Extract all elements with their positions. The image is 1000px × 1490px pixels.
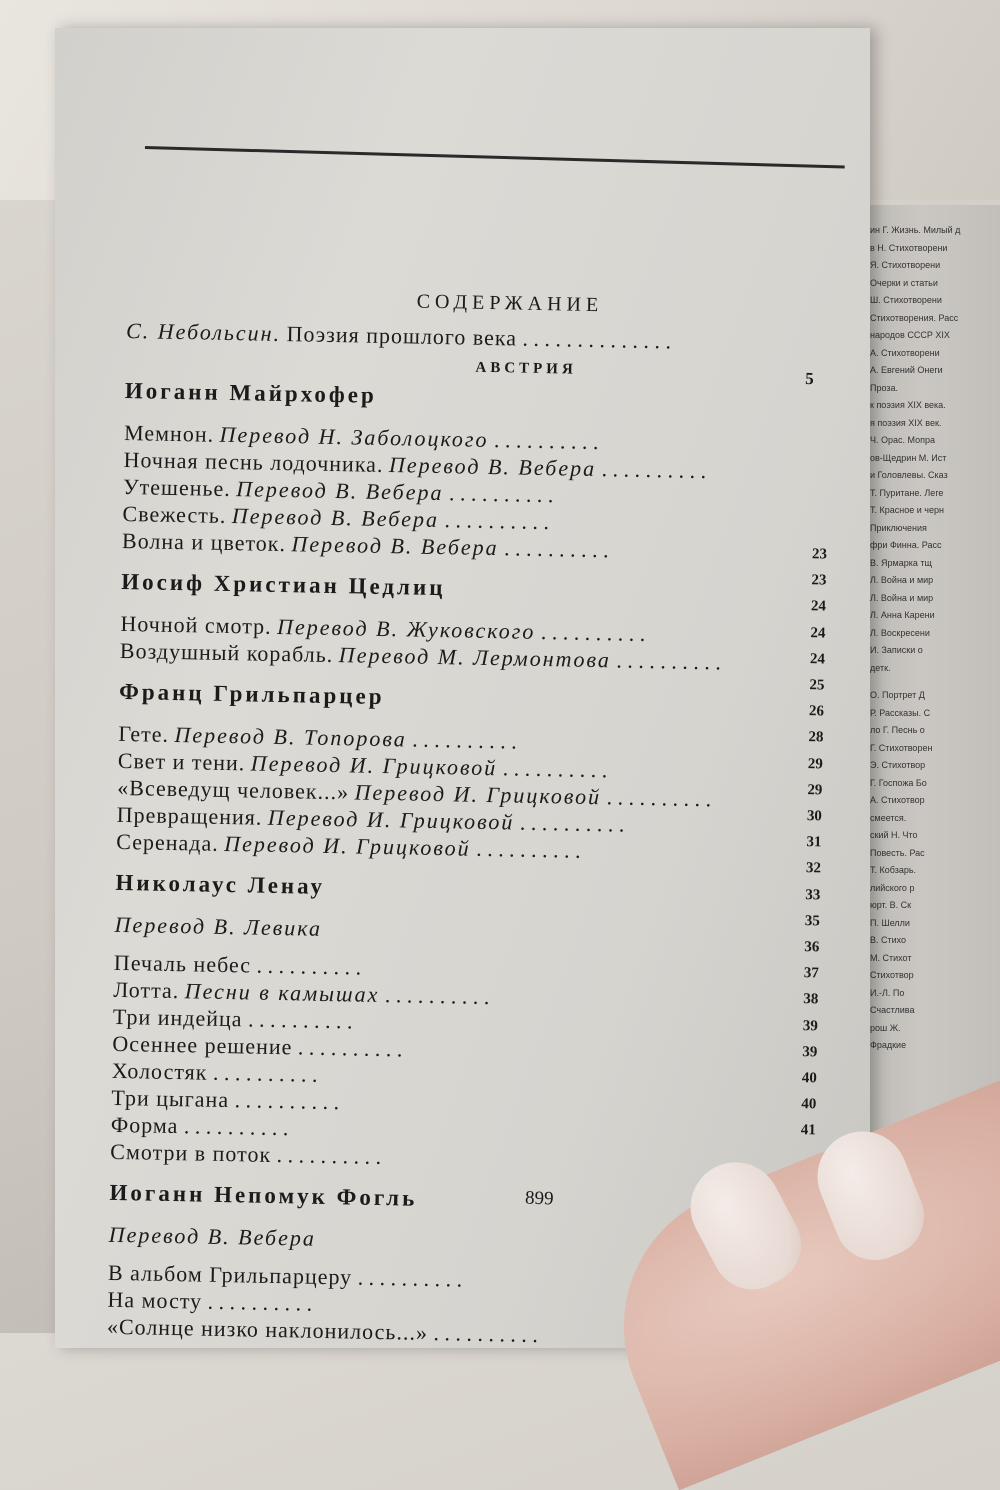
entry-title: Три индейца [113, 1004, 243, 1031]
dot-leader: . . . . . . . . . . [184, 1113, 289, 1140]
adjacent-page-line: П. Шелли [870, 918, 910, 928]
dot-leader: . . . . . . . . . . [298, 1034, 403, 1061]
entry-translation: Перевод В. Жуковского [277, 614, 536, 644]
toc-page-number: 29 [808, 756, 823, 773]
table-of-contents [127, 283, 847, 297]
adjacent-page-line: лийского р [870, 883, 914, 893]
adjacent-page-line: Проза. [870, 383, 898, 393]
toc-page-number: 25 [809, 677, 824, 694]
entry-title: Волна и цветок. [122, 528, 286, 556]
entry-title: Холостяк [112, 1058, 208, 1085]
entry-title: В альбом Грильпарцеру [108, 1260, 353, 1290]
toc-page-number: 30 [807, 808, 822, 825]
dot-leader: . . . . . . . . . . [470, 836, 580, 863]
adjacent-page-line: ин Г. Жизнь. Милый д [870, 225, 960, 235]
adjacent-page-line: Фрадкие [870, 1040, 906, 1050]
entry-title: Ночная песнь лодочника. [123, 447, 383, 477]
entry-title: Серенада. [116, 829, 219, 856]
adjacent-page-line: О. Портрет Д [870, 690, 925, 700]
adjacent-page-line: смеется. [870, 813, 906, 823]
adjacent-page-line: фри Финна. Расс [870, 540, 941, 550]
dot-leader: . . . . . . . . . . . . . . [522, 326, 671, 354]
entry-title: Превращения. [117, 802, 263, 830]
toc-page-number: 41 [801, 1122, 816, 1139]
entry-translation: Перевод И. Грицковой [224, 831, 471, 861]
adjacent-page-line: Очерки и статьи [870, 278, 938, 288]
adjacent-page-line: детк. [870, 663, 891, 673]
dot-leader: . . . . . . . . . . [248, 1006, 353, 1033]
toc-page-number: 39 [802, 1044, 817, 1061]
dot-leader: . . . . . . . . . . [407, 726, 517, 753]
entry-title: Осеннее решение [112, 1031, 292, 1059]
dot-leader: . . . . . . . . . . [357, 1265, 462, 1292]
toc-page-number: 23 [811, 572, 826, 589]
adjacent-page-line: Я. Стихотворени [870, 260, 940, 270]
toc-page-number: 23 [812, 546, 827, 563]
toc-page-number: 39 [803, 1018, 818, 1035]
adjacent-page-line: к поэзия XIX века. [870, 400, 946, 410]
toc-heading: СОДЕРЖАНИЕ [416, 289, 603, 319]
adjacent-page-line: рош Ж. [870, 1023, 901, 1033]
adjacent-page-line: юрт. В. Ск [870, 900, 911, 910]
intro-page: 5 [805, 366, 814, 392]
toc-page-number: 32 [806, 861, 821, 878]
entry-title: «Всеведущ человек...» [117, 775, 349, 804]
toc-entry [113, 1004, 353, 1035]
toc-page-number: 38 [803, 992, 818, 1009]
toc-author: Иоганн Майрхофер [125, 378, 377, 409]
toc-entry [111, 1112, 289, 1141]
adjacent-page-line: Ч. Орас. Мопра [870, 435, 935, 445]
dot-leader: . . . . . . . . . . [443, 480, 553, 507]
adjacent-page-line: В. Ярмарка тщ [870, 558, 932, 568]
entry-title: Гете. [118, 721, 169, 747]
entry-title: Три цыгана [111, 1085, 229, 1112]
adjacent-page-line: Г. Госпожа Бо [870, 778, 927, 788]
entry-title: Форма [111, 1112, 179, 1138]
adjacent-page-line: и Головлевы. Сказ [870, 470, 948, 480]
entry-translation: Перевод И. Грицковой [268, 805, 515, 835]
intro-title: Поэзия прошлого века [286, 321, 517, 350]
entry-translation: Перевод Н. Заболоцкого [219, 422, 488, 452]
folio-number: 899 [525, 1188, 554, 1211]
adjacent-page-line: я поэзия XIX век. [870, 418, 941, 428]
dot-leader: . . . . . . . . . . [207, 1289, 312, 1316]
toc-page-number: 35 [805, 913, 820, 930]
toc-page-number: 24 [810, 651, 825, 668]
dot-leader: . . . . . . . . . . [498, 535, 608, 562]
dot-leader: . . . . . . . . . . [497, 755, 607, 782]
dot-leader: . . . . . . . . . . [439, 507, 549, 534]
adjacent-page-line: Т. Пуритане. Леге [870, 488, 943, 498]
dot-leader: . . . . . . . . . . [213, 1060, 318, 1087]
toc-page-number: 37 [804, 965, 819, 982]
entry-translation: Перевод И. Грицковой [251, 750, 498, 780]
intro-author: С. Небольсин. [126, 318, 281, 346]
entry-translation: Перевод В. Вебера [232, 503, 440, 532]
dot-leader: . . . . . . . . . . [596, 456, 706, 483]
adjacent-page-line: ов-Щедрин М. Ист [870, 453, 946, 463]
entry-title: Смотри в поток [110, 1139, 271, 1167]
adjacent-page-line: Повесть. Рас [870, 848, 925, 858]
adjacent-page-line: ский Н. Что [870, 830, 918, 840]
entry-translation: Перевод М. Лермонтова [339, 642, 612, 672]
toc-entry [114, 950, 362, 981]
entry-translation: Перевод В. Вебера [291, 531, 499, 560]
dot-leader: . . . . . . . . . . [234, 1087, 339, 1114]
dot-leader: . . . . . . . . . . [379, 982, 489, 1009]
toc-page-number: 26 [809, 703, 824, 720]
toc-entry [107, 1314, 538, 1348]
toc-page-number: 40 [801, 1096, 816, 1113]
toc-entry [112, 1058, 318, 1088]
adjacent-page-line: Ш. Стихотворени [870, 295, 942, 305]
adjacent-page-line: И. Записки о [870, 645, 923, 655]
entry-title: Мемнон. [124, 420, 214, 447]
entry-translation: Песни в камышах [185, 978, 380, 1007]
book-page [55, 28, 870, 1348]
toc-page-number: 40 [802, 1070, 817, 1087]
adjacent-page-line: Л. Война и мир [870, 575, 933, 585]
entry-title: Печаль небес [114, 950, 252, 978]
adjacent-page-line: Стихотворения. Расс [870, 313, 958, 323]
adjacent-page-line: народов СССР XIX [870, 330, 950, 340]
dot-leader: . . . . . . . . . . [535, 619, 645, 646]
entry-title: На мосту [107, 1287, 202, 1314]
entry-translation: Перевод В. Топорова [174, 722, 407, 751]
country-heading: АВСТРИЯ [475, 355, 577, 383]
adjacent-page-line: А. Стихотвор [870, 795, 925, 805]
toc-entry [111, 1085, 339, 1115]
dot-leader: . . . . . . . . . . [256, 953, 361, 980]
toc-page-number: 31 [806, 834, 821, 851]
adjacent-page-line: в Н. Стихотворени [870, 243, 947, 253]
adjacent-page-line: Приключения [870, 523, 927, 533]
dot-leader: . . . . . . . . . . [514, 810, 624, 837]
dot-leader: . . . . . . . . . . [433, 1320, 538, 1347]
toc-author: Франц Грильпарцер [119, 679, 385, 710]
entry-title: Свежесть. [122, 501, 226, 528]
dot-leader: . . . . . . . . . . [601, 784, 711, 811]
adjacent-page-line: ло Г. Песнь о [870, 725, 925, 735]
entry-title: Лотта. [113, 977, 179, 1003]
adjacent-page-line: Л. Анна Карени [870, 610, 935, 620]
toc-entry [107, 1287, 312, 1317]
toc-page-number: 33 [805, 887, 820, 904]
entry-title: Свет и тени. [118, 748, 246, 775]
toc-translator: Перевод В. Вебера [108, 1222, 316, 1252]
toc-entry [112, 1031, 402, 1063]
entry-translation: Перевод В. Вебера [389, 452, 597, 481]
dot-leader: . . . . . . . . . . [611, 647, 721, 674]
toc-page-number: 36 [804, 939, 819, 956]
toc-translator: Перевод В. Левика [114, 912, 322, 942]
adjacent-page-line: А. Евгений Онеги [870, 365, 943, 375]
adjacent-page-line: В. Стихо [870, 935, 906, 945]
toc-page-number: 29 [807, 782, 822, 799]
toc-page-number: 28 [808, 730, 823, 747]
dot-leader: . . . . . . . . . . [276, 1142, 381, 1169]
entry-title: «Солнце низко наклонилось...» [107, 1314, 428, 1345]
entry-translation: Перевод И. Грицковой [354, 779, 601, 809]
adjacent-page-line: И.-Л. По [870, 988, 904, 998]
adjacent-page-line: Р. Рассказы. С [870, 708, 930, 718]
toc-author: Николаус Ленау [115, 870, 325, 900]
adjacent-page-line: Л. Воскресени [870, 628, 930, 638]
entry-title: Ночной смотр. [120, 611, 272, 639]
adjacent-page-line: Г. Стихотворен [870, 743, 932, 753]
header-rule [145, 146, 845, 169]
toc-page-number: 24 [810, 625, 825, 642]
adjacent-page-line: Т. Кобзарь. [870, 865, 916, 875]
intro-line [126, 318, 671, 354]
adjacent-page-line: Л. Война и мир [870, 593, 933, 603]
adjacent-page-line: Т. Красное и черн [870, 505, 944, 515]
toc-author: Иосиф Христиан Цедлиц [121, 569, 446, 601]
adjacent-page-line: Счастлива [870, 1005, 914, 1015]
entry-title: Утешенье. [123, 474, 231, 501]
entry-title: Воздушный корабль. [120, 638, 334, 667]
toc-entry [110, 1139, 381, 1170]
adjacent-page-line: Стихотвор [870, 970, 914, 980]
adjacent-page-line: М. Стихот [870, 953, 911, 963]
adjacent-page-line: Э. Стихотвор [870, 760, 925, 770]
entry-translation: Перевод В. Вебера [236, 476, 444, 505]
toc-page-number: 24 [811, 599, 826, 616]
dot-leader: . . . . . . . . . . [488, 427, 598, 454]
toc-author: Иоганн Непомук Фогль [109, 1180, 417, 1212]
adjacent-page-line: А. Стихотворени [870, 348, 940, 358]
